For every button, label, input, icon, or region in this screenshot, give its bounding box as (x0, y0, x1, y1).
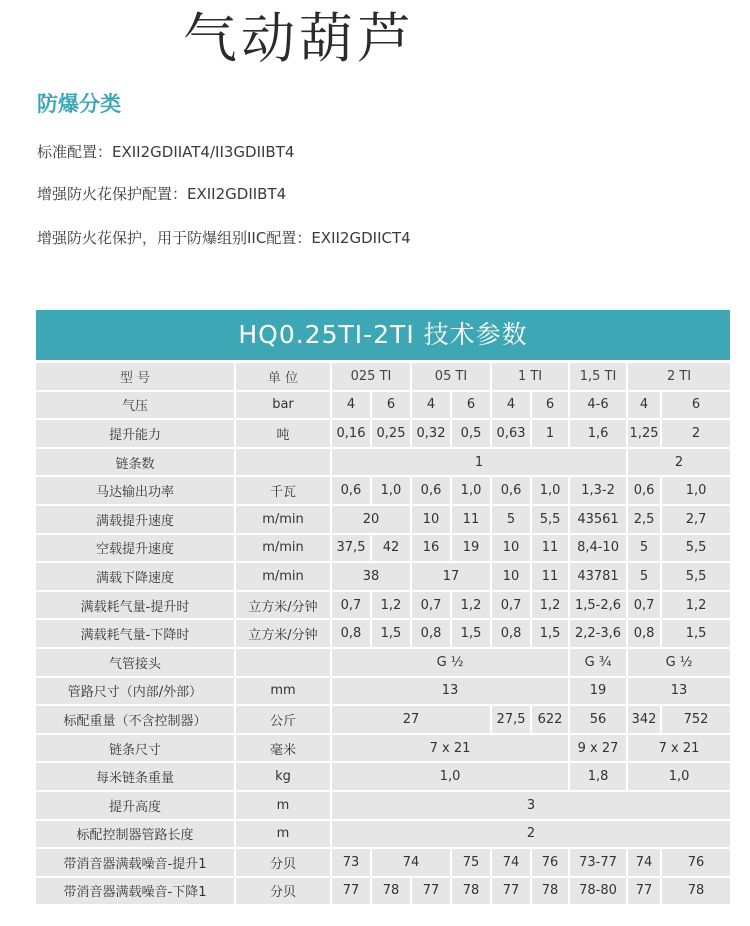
table-cell: 1,2 (372, 592, 412, 619)
table-cell: 3 (332, 792, 730, 819)
row-label: 满载耗气量-提升时 (36, 592, 236, 619)
table-cell: 4 (332, 392, 372, 419)
table-cell: 0,16 (332, 420, 372, 447)
table-cell: 77 (628, 878, 662, 905)
header-model-05ti: 05 TI (412, 363, 492, 390)
table-cell: 73-77 (570, 849, 628, 876)
table-cell: 78-80 (570, 878, 628, 905)
table-cell: 10 (492, 535, 532, 562)
table-cell: 1,0 (332, 763, 570, 790)
table-cell: 13 (332, 678, 570, 705)
table-cell: G ¾ (570, 649, 628, 676)
row-unit: m (236, 821, 332, 848)
table-cell: 0,63 (492, 420, 532, 447)
table-cell: 73 (332, 849, 372, 876)
table-cell: 0,7 (492, 592, 532, 619)
table-cell: G ½ (628, 649, 730, 676)
table-cell: 76 (662, 849, 730, 876)
config-enhanced-spark: 增强防火花保护配置：EXII2GDIIBT4 (37, 185, 287, 203)
table-cell: 11 (532, 563, 570, 590)
table-cell: 5 (628, 535, 662, 562)
row-label: 满载下降速度 (36, 563, 236, 590)
row-unit: m/min (236, 535, 332, 562)
spec-table-title: HQ0.25TI-2TI 技术参数 (36, 310, 730, 360)
config-enhanced-iic: 增强防火花保护，用于防爆组别IIC配置：EXII2GDIICT4 (37, 229, 411, 247)
table-cell: 37,5 (332, 535, 372, 562)
row-label: 提升高度 (36, 792, 236, 819)
table-cell: 1,0 (628, 763, 730, 790)
table-row (36, 477, 730, 504)
table-cell: 4 (628, 392, 662, 419)
row-label: 管路尺寸（内部/外部） (36, 678, 236, 705)
table-cell: 0,8 (332, 620, 372, 647)
table-cell: 752 (662, 706, 730, 733)
spec-table-container (36, 310, 730, 906)
table-cell: 0,7 (412, 592, 452, 619)
row-unit: m/min (236, 506, 332, 533)
table-row (36, 706, 730, 733)
table-cell: 1,2 (662, 592, 730, 619)
row-label: 链条数 (36, 449, 236, 476)
row-label: 满载提升速度 (36, 506, 236, 533)
table-cell: 4-6 (570, 392, 628, 419)
table-cell: 74 (372, 849, 452, 876)
table-cell: 16 (412, 535, 452, 562)
table-cell: 4 (412, 392, 452, 419)
row-unit: m (236, 792, 332, 819)
table-row (36, 792, 730, 819)
table-cell: 2 (332, 821, 730, 848)
table-cell: 27 (332, 706, 492, 733)
table-cell: 17 (412, 563, 492, 590)
table-cell: 43781 (570, 563, 628, 590)
table-cell: 19 (452, 535, 492, 562)
table-cell: 1 (532, 420, 570, 447)
row-label: 链条尺寸 (36, 735, 236, 762)
table-cell: 1,5 (662, 620, 730, 647)
table-cell: 13 (628, 678, 730, 705)
table-cell: 1,0 (662, 477, 730, 504)
table-cell: 6 (532, 392, 570, 419)
header-model-1ti: 1 TI (492, 363, 570, 390)
table-cell: 1,6 (570, 420, 628, 447)
row-unit: 立方米/分钟 (236, 592, 332, 619)
row-label: 标配控制器管路长度 (36, 821, 236, 848)
header-model-2ti: 2 TI (628, 363, 730, 390)
table-cell: 9 x 27 (570, 735, 628, 762)
table-cell: 77 (332, 878, 372, 905)
table-cell: 1,2 (452, 592, 492, 619)
table-row (36, 620, 730, 647)
row-unit: 分贝 (236, 878, 332, 905)
table-cell: 0,5 (452, 420, 492, 447)
table-cell: 1,25 (628, 420, 662, 447)
table-row (36, 449, 730, 476)
table-cell: 27,5 (492, 706, 532, 733)
table-cell: 0,6 (492, 477, 532, 504)
table-cell: 11 (532, 535, 570, 562)
table-cell: 6 (452, 392, 492, 419)
row-unit: kg (236, 763, 332, 790)
table-cell: 56 (570, 706, 628, 733)
table-cell: 0,8 (412, 620, 452, 647)
row-label: 提升能力 (36, 420, 236, 447)
table-cell: 74 (628, 849, 662, 876)
row-unit (236, 449, 332, 476)
table-cell: 0,7 (332, 592, 372, 619)
table-row (36, 649, 730, 676)
table-cell: 2,2-3,6 (570, 620, 628, 647)
row-label: 带消音器满载噪音-下降1 (36, 878, 236, 905)
table-header-row (36, 363, 730, 390)
table-cell: 0,6 (412, 477, 452, 504)
table-cell: 0,6 (628, 477, 662, 504)
table-cell: 42 (372, 535, 412, 562)
table-cell: 5 (492, 506, 532, 533)
row-unit: bar (236, 392, 332, 419)
spec-table (36, 361, 730, 906)
row-label: 每米链条重量 (36, 763, 236, 790)
table-cell: 6 (372, 392, 412, 419)
row-label: 满载耗气量-下降时 (36, 620, 236, 647)
table-cell: 1 (332, 449, 628, 476)
page-title: 气动葫芦 (183, 7, 415, 70)
table-cell: 4 (492, 392, 532, 419)
table-cell: 5 (628, 563, 662, 590)
table-cell: 7 x 21 (332, 735, 570, 762)
table-cell: 2 (628, 449, 730, 476)
table-row (36, 392, 730, 419)
table-cell: 2,5 (628, 506, 662, 533)
table-row (36, 763, 730, 790)
table-cell: 78 (372, 878, 412, 905)
row-unit: mm (236, 678, 332, 705)
table-cell: 74 (492, 849, 532, 876)
table-cell: 7 x 21 (628, 735, 730, 762)
table-cell: 6 (662, 392, 730, 419)
table-cell: 342 (628, 706, 662, 733)
table-cell: 10 (492, 563, 532, 590)
row-label: 气管接头 (36, 649, 236, 676)
table-row (36, 592, 730, 619)
table-cell: 5,5 (662, 563, 730, 590)
table-cell: 1,3-2 (570, 477, 628, 504)
table-row (36, 821, 730, 848)
row-unit: 吨 (236, 420, 332, 447)
table-cell: 78 (452, 878, 492, 905)
table-cell: 1,0 (532, 477, 570, 504)
row-unit: m/min (236, 563, 332, 590)
table-cell: 77 (492, 878, 532, 905)
table-row (36, 878, 730, 905)
table-cell: 0,32 (412, 420, 452, 447)
table-cell: 5,5 (662, 535, 730, 562)
table-cell: 43561 (570, 506, 628, 533)
table-cell: 1,5 (532, 620, 570, 647)
row-unit: 立方米/分钟 (236, 620, 332, 647)
table-cell: 1,8 (570, 763, 628, 790)
table-cell: G ½ (332, 649, 570, 676)
table-row (36, 563, 730, 590)
table-cell: 78 (662, 878, 730, 905)
table-cell: 1,0 (452, 477, 492, 504)
row-label: 带消音器满载噪音-提升1 (36, 849, 236, 876)
table-row (36, 735, 730, 762)
table-cell: 1,0 (372, 477, 412, 504)
table-cell: 0,8 (628, 620, 662, 647)
table-row (36, 849, 730, 876)
config-standard: 标准配置：EXII2GDIIAT4/II3GDIIBT4 (37, 143, 295, 161)
table-cell: 2,7 (662, 506, 730, 533)
header-model: 型 号 (36, 363, 236, 390)
table-cell: 0,6 (332, 477, 372, 504)
header-model-025ti: 025 TI (332, 363, 412, 390)
header-unit: 单 位 (236, 363, 332, 390)
header-model-15ti: 1,5 TI (570, 363, 628, 390)
table-row (36, 506, 730, 533)
table-cell: 1,5 (452, 620, 492, 647)
table-cell: 5,5 (532, 506, 570, 533)
row-label: 气压 (36, 392, 236, 419)
table-cell: 0,25 (372, 420, 412, 447)
table-cell: 11 (452, 506, 492, 533)
row-label: 标配重量（不含控制器） (36, 706, 236, 733)
row-unit: 公斤 (236, 706, 332, 733)
table-cell: 8,4-10 (570, 535, 628, 562)
section-heading: 防爆分类 (37, 92, 121, 116)
table-row (36, 420, 730, 447)
table-cell: 77 (412, 878, 452, 905)
table-cell: 622 (532, 706, 570, 733)
table-cell: 75 (452, 849, 492, 876)
table-cell: 19 (570, 678, 628, 705)
table-row (36, 535, 730, 562)
row-label: 空载提升速度 (36, 535, 236, 562)
table-cell: 0,8 (492, 620, 532, 647)
table-cell: 38 (332, 563, 412, 590)
row-unit: 千瓦 (236, 477, 332, 504)
table-cell: 0,7 (628, 592, 662, 619)
table-cell: 2 (662, 420, 730, 447)
table-cell: 1,5-2,6 (570, 592, 628, 619)
table-cell: 78 (532, 878, 570, 905)
table-cell: 20 (332, 506, 412, 533)
table-cell: 10 (412, 506, 452, 533)
table-cell: 1,5 (372, 620, 412, 647)
row-label: 马达输出功率 (36, 477, 236, 504)
row-unit: 毫米 (236, 735, 332, 762)
table-cell: 76 (532, 849, 570, 876)
row-unit: 分贝 (236, 849, 332, 876)
table-row (36, 678, 730, 705)
row-unit (236, 649, 332, 676)
table-cell: 1,2 (532, 592, 570, 619)
